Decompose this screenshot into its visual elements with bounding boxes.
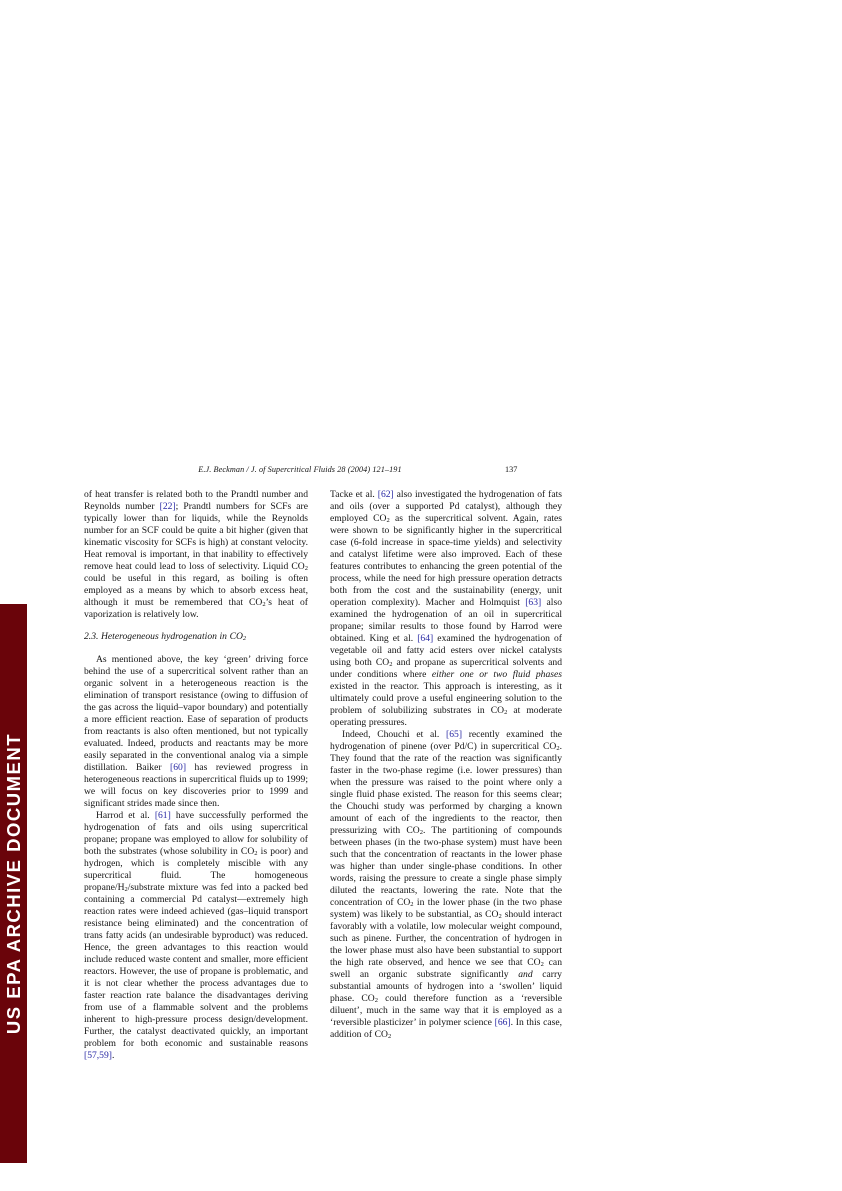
text-segment: Harrod et al. (96, 810, 155, 821)
text-segment: has reviewed progress in heterogeneous reactions in supercritical fluids up to 1999; we will focus on key discoveries prior to 1999 and significant strides made since then. (84, 762, 308, 809)
page-number: 137 (505, 465, 518, 474)
text-segment: also examined the hydrogenation of an oil in supercritical propane; similar results to those found by Harrod were obtained. King et al. (330, 597, 562, 644)
paragraph (330, 489, 562, 729)
reference-link[interactable]: [62] (377, 489, 394, 500)
text-segment: of heat transfer is related both to the Prandtl number and Reynolds number (84, 489, 308, 512)
text-segment: ; Prandtl numbers for SCFs are typically lower than for liquids, while the Reynolds number for an SCF could be quite a bit higher (given that kinematic viscosity for SCFs is high) at constant velocity. Heat removal is important, in that inability to effectively remove heat could lead to loss of selectivity. Liquid CO (84, 501, 308, 572)
epa-archive-banner (0, 604, 27, 1163)
section-heading (84, 631, 308, 643)
text-segment: /substrate mixture was fed into a packed bed containing a commercial Pd catalyst—extremely high reaction rates were indeed achieved (gas–liquid transport resistance being eliminated) and the concentration of trans fatty acids (an undesirable byproduct) was reduced. Hence, the green advantages to this reaction would include reduced waste content and smaller, more efficient reactors. However, the use of propane is problematic, and it is not clear whether the process advantages due to faster reaction rate balance the disadvantages deriving from use of a flammable solvent and the problems inherent to high-pressure process design/development. Further, the catalyst deactivated quickly, an important problem for both economic and sustainable reasons (84, 882, 308, 1049)
subscript-text: 2 (498, 913, 502, 921)
subscript-text: 2 (389, 661, 393, 669)
subscript-text: 2 (410, 901, 414, 909)
text-segment: and propane as supercritical solvents and under conditions where (330, 657, 562, 680)
text-segment: Tacke et al. (330, 489, 378, 500)
subscript-text: 2 (419, 829, 423, 837)
subscript-text: 2 (242, 635, 247, 643)
left-column (84, 489, 308, 1062)
subscript-text: 2 (386, 517, 390, 525)
text-segment: . (111, 1050, 115, 1061)
subscript-text: 2 (556, 745, 560, 753)
text-segment: can swell an organic substrate significantly (330, 957, 562, 980)
text-segment: Indeed, Chouchi et al. (342, 729, 447, 740)
text-segment: either one or two fluid phases (431, 669, 562, 680)
reference-link[interactable]: [64] (417, 633, 434, 644)
running-head (84, 465, 562, 479)
reference-link[interactable]: [22] (159, 501, 176, 512)
text-segment: at moderate operating pressures. (330, 705, 563, 728)
subscript-text: 2 (504, 709, 508, 717)
reference-link[interactable]: [57,59] (84, 1050, 112, 1061)
reference-link[interactable]: [66] (494, 1017, 511, 1028)
text-segment: should interact favorably with a volatile, low molecular weight compound, such as pinene. Further, the concentration of hydrogen in the lower phase must also have been substantial to support the high rate observed, and hence we see that CO (330, 909, 563, 968)
paragraph (84, 489, 308, 621)
reference-link[interactable]: [65] (446, 729, 463, 740)
text-segment: as the supercritical solvent. Again, rates were shown to be significantly higher in the supercritical case (6-fold increase in space-time yields) and selectivity and catalyst lifetime were also improved. Each of these features contributes to enhancing the green potential of the process, while the need for high pressure operation detracts both from the cost and the sustainability (energy, unit operation complexity). Macher and Holmquist (330, 513, 562, 608)
text-segment: carry substantial amounts of hydrogen into a ‘swollen’ liquid phase. CO (330, 969, 562, 1004)
reference-link[interactable]: [63] (525, 597, 542, 608)
subscript-text: 2 (124, 886, 128, 894)
text-segment: could therefore function as a ‘reversible diluent’, much in the same way that it is employed as a ‘reversible plasticizer’ in polymer science (330, 993, 562, 1028)
paragraph (330, 729, 562, 1041)
paragraph (84, 654, 308, 810)
journal-citation: E.J. Beckman / J. of Supercritical Fluids 28 (2004) 121–191 (198, 465, 402, 474)
reference-link[interactable]: [61] (154, 810, 171, 821)
text-segment: could be useful in this regard, as boiling is often employed as a means by which to absorb excess heat, although it must be remembered that CO (84, 573, 308, 608)
subscript-text: 2 (262, 601, 266, 609)
text-segment: examined the hydrogenation of vegetable oil and fatty acid esters over nickel catalysts using both CO (330, 633, 562, 668)
text-segment: As mentioned above, the key ‘green’ driving force behind the use of a supercritical solvent rather than an organic solvent in a heterogeneous reaction is the elimination of transport resistance (owing to diffusion of the gas across the liquid–vapor boundary) and potentially a more efficient reaction. Ease of separation of products from reactants is also often mentioned, but not typically evaluated. Indeed, products and reactants may be more easily separated in the conventional analog via a simple distillation. Baiker (84, 654, 308, 773)
reference-link[interactable]: [60] (170, 762, 187, 773)
text-segment: also investigated the hydrogenation of fats and oils (over a supported Pd catalyst), although they employed CO (330, 489, 562, 524)
text-segment: recently examined the hydrogenation of pinene (over Pd/C) in supercritical CO (330, 729, 562, 752)
subscript-text: 2 (304, 565, 308, 573)
text-segment: . In this case, addition of CO (330, 1017, 562, 1040)
paragraph (84, 810, 308, 1062)
text-segment: in the lower phase (in the two phase system) was likely to be substantial, as CO (330, 897, 562, 920)
text-segment: . They found that the rate of the reaction was significantly faster in the two-phase regime (i.e. lower pressures) than when the pressure was raised to the point where only a single fluid phase existed. The reason for this seems clear; the Chouchi study was performed by charging a known amount of each of the ingredients to the reactor, then pressurizing with CO (330, 741, 562, 836)
text-segment: and (518, 969, 533, 980)
text-segment: have successfully performed the hydrogenation of fats and oils using supercritical propane; propane was employed to allow for solubility of both the substrates (whose solubility in CO (84, 810, 308, 857)
text-segment: 2.3. Heterogeneous hydrogenation in CO (84, 631, 243, 642)
text-segment: . The partitioning of compounds between phases (in the two-phase system) must have been such that the concentration of reactants in the lower phase was higher than under single-phase conditions. In other words, raising the pressure to create a single phase simply diluted the reactants, lowering the rate. Note that the concentration of CO (330, 825, 562, 908)
epa-archive-banner-text: US EPA ARCHIVE DOCUMENT (2, 732, 24, 1035)
subscript-text: 2 (374, 997, 378, 1005)
right-column (330, 489, 562, 1041)
subscript-text: 2 (540, 961, 544, 969)
text-segment: is poor) and hydrogen, which is completely miscible with any supercritical fluid. The homogeneous propane/H (84, 846, 309, 893)
subscript-text: 2 (254, 850, 258, 858)
text-segment: ’s heat of vaporization is relatively low. (84, 597, 308, 620)
subscript-text: 2 (387, 1033, 392, 1041)
text-segment: existed in the reactor. This approach is interesting, as it ultimately could prove a useful engineering solution to the problem of solubilizing substrates in CO (330, 681, 562, 716)
